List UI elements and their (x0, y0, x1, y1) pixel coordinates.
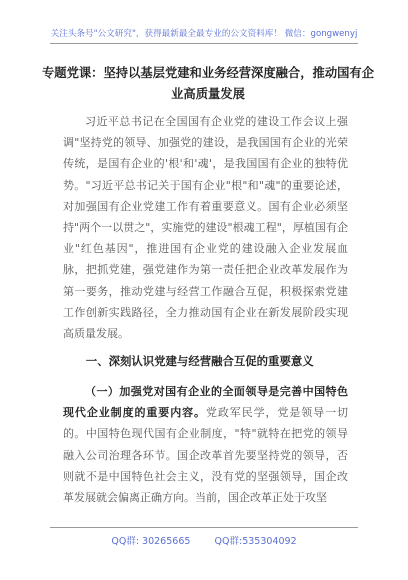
footer-contact: QQ群: 30265665 QQ群:535304092 (111, 536, 297, 547)
body-paragraph (63, 381, 348, 508)
intro-paragraph: 习近平总书记在全国国有企业党的建设工作会议上强调"坚持党的领导、加强党的建设，是我国国有企业的光荣传统，是国有企业的'根'和'魂'，是我国国有企业的独特优势。"习近平总书记关于国有企业"根"和"魂"的重要论述，对加强国有企业党建工作有着重要意义。国有企业必须坚持"两个一以贯之"，实施党的建设"根魂工程"，厚植国有企业"红色基因"，推进国有企业党的建设融入企业发展血脉，把抓党建，强党建作为第一责任把企业改革发展作为第一要务，推动党建与经营工作融合互促，积极探索党建工作创新实践路径，全力推动国有企业在新发展阶段实现高质量发展。 (63, 115, 348, 341)
body-paragraph-text: 党政军民学，党是领导一切的。中国特色现代国有企业制度，"特"就特在把党的领导融入公司治理各环节。国企改革首先要坚持党的领导，否则就不是中国特色社会主义，没有党的坚强领导，国企改革发展就会偏离正确方向。当前，国企改革正处于攻坚 (63, 406, 349, 505)
document-title: 专题党课：坚持以基层党建和业务经营深度融合，推动国有企业高质量发展 (41, 65, 375, 101)
header-banner: 关注头条号"公文研究"，获得最新最全最专业的公文资料库！ 微信：gongwenyj (50, 29, 358, 39)
footer-divider (50, 527, 358, 528)
subsection-lead: （一）加强党对国有企业的全面领导是完善中国特色现代企业制度的重要内容。 (63, 385, 348, 420)
header-divider (50, 43, 358, 44)
section-heading: 一、深刻认识党建与经营融合互促的重要意义 (85, 354, 314, 368)
